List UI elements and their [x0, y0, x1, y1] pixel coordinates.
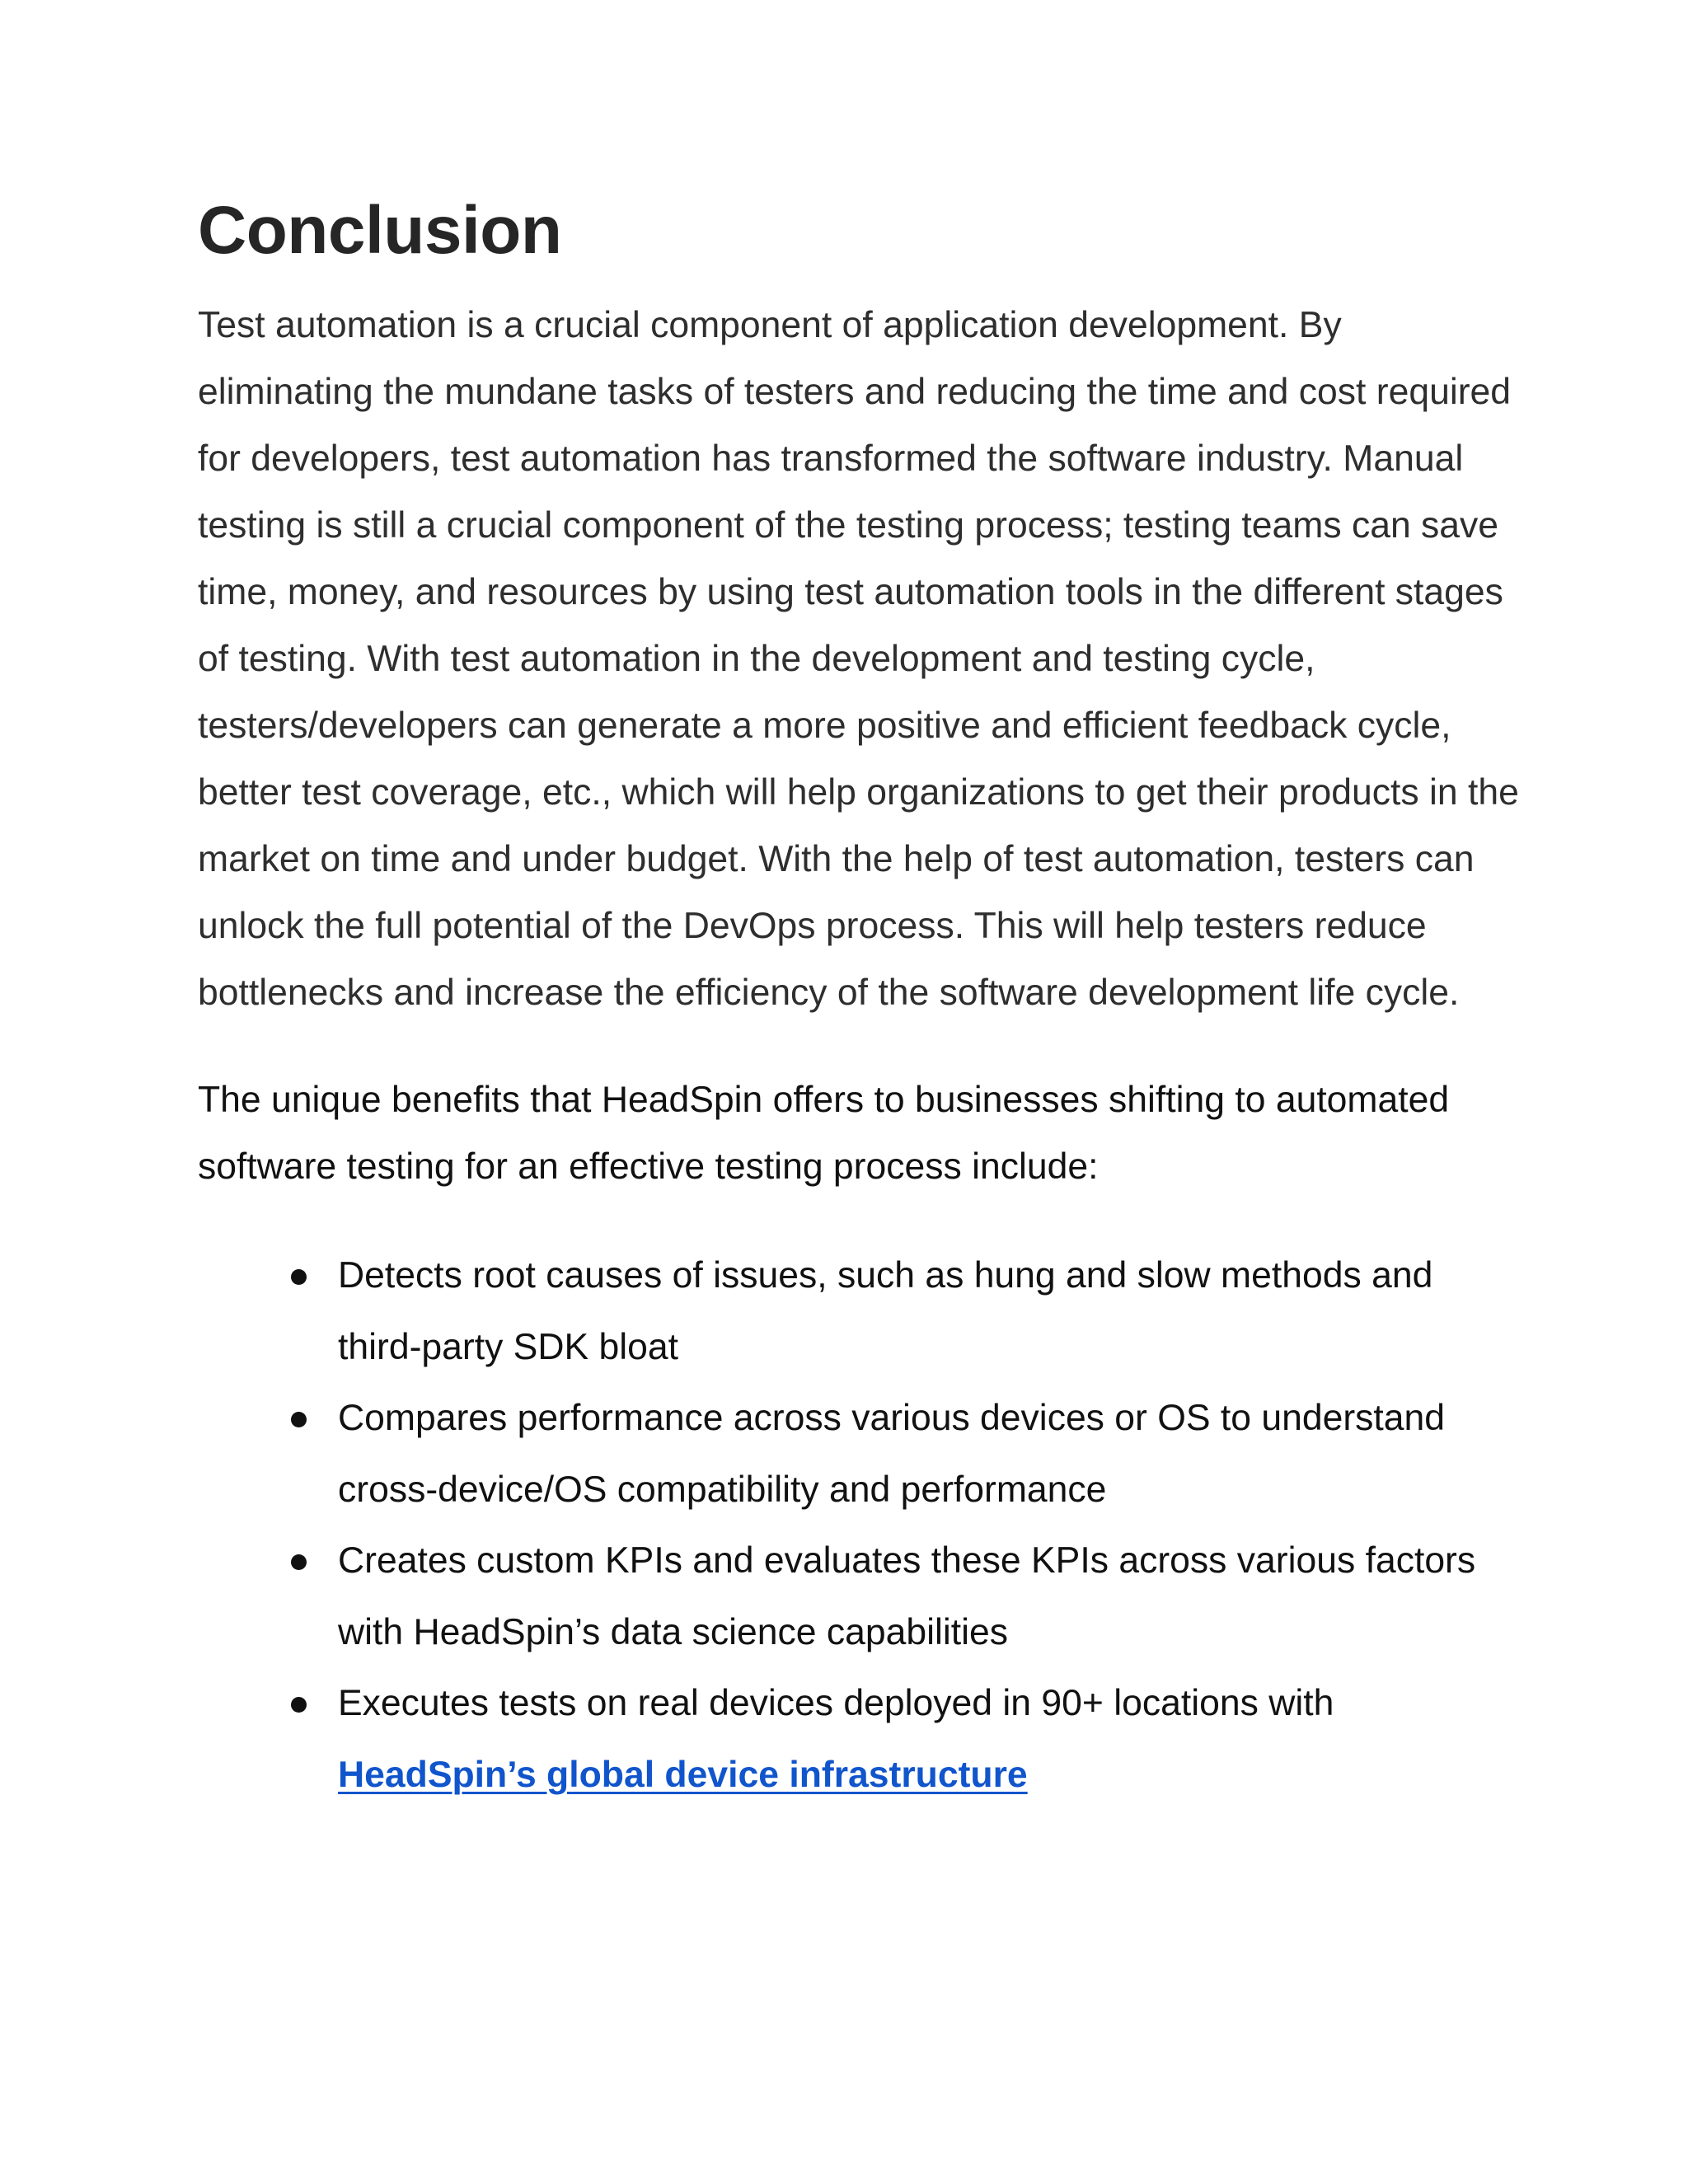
- benefits-list: [198, 1240, 1525, 1811]
- conclusion-paragraph: Test automation is a crucial component of application development. By eliminating the mundane tasks of testers and reducing the time and cost required for developers, test automation has transformed the software industry. Manual testing is still a crucial component of the testing process; testing teams can save time, money, and resources by using test automation tools in the different stages of testing. With test automation in the development and testing cycle, testers/developers can generate a more positive and efficient feedback cycle, better test coverage, etc., which will help organizations to get their products in the market on time and under budget. With the help of test automation, testers can unlock the full potential of the DevOps process. This will help testers reduce bottlenecks and increase the efficiency of the software development life cycle.: [198, 305, 1519, 1013]
- bullet-dot-icon: [291, 1554, 307, 1570]
- list-item-text: Detects root causes of issues, such as hung and slow methods and third-party SDK bloat: [338, 1255, 1433, 1367]
- list-item-text: Executes tests on real devices deployed in 90+ locations with: [338, 1683, 1334, 1723]
- list-item: [198, 1383, 1525, 1526]
- list-item-text: Creates custom KPIs and evaluates these KPIs across various factors with HeadSpin’s data science capabilities: [338, 1540, 1476, 1652]
- list-item-text: Compares performance across various devices or OS to understand cross-device/OS compatibility and performance: [338, 1398, 1446, 1510]
- bullet-dot-icon: [291, 1412, 307, 1427]
- list-item: [198, 1240, 1525, 1383]
- list-item: [198, 1668, 1525, 1811]
- page-title: Conclusion: [198, 193, 562, 268]
- bullet-dot-icon: [291, 1269, 307, 1285]
- benefits-intro-paragraph: The unique benefits that HeadSpin offers to businesses shifting to automated software testing for an effective testing process include:: [198, 1080, 1450, 1187]
- bullet-dot-icon: [291, 1697, 307, 1713]
- list-item: [198, 1526, 1525, 1668]
- headspin-infrastructure-link[interactable]: HeadSpin’s global device infrastructure: [338, 1754, 1028, 1795]
- document-page: [198, 190, 1525, 1811]
